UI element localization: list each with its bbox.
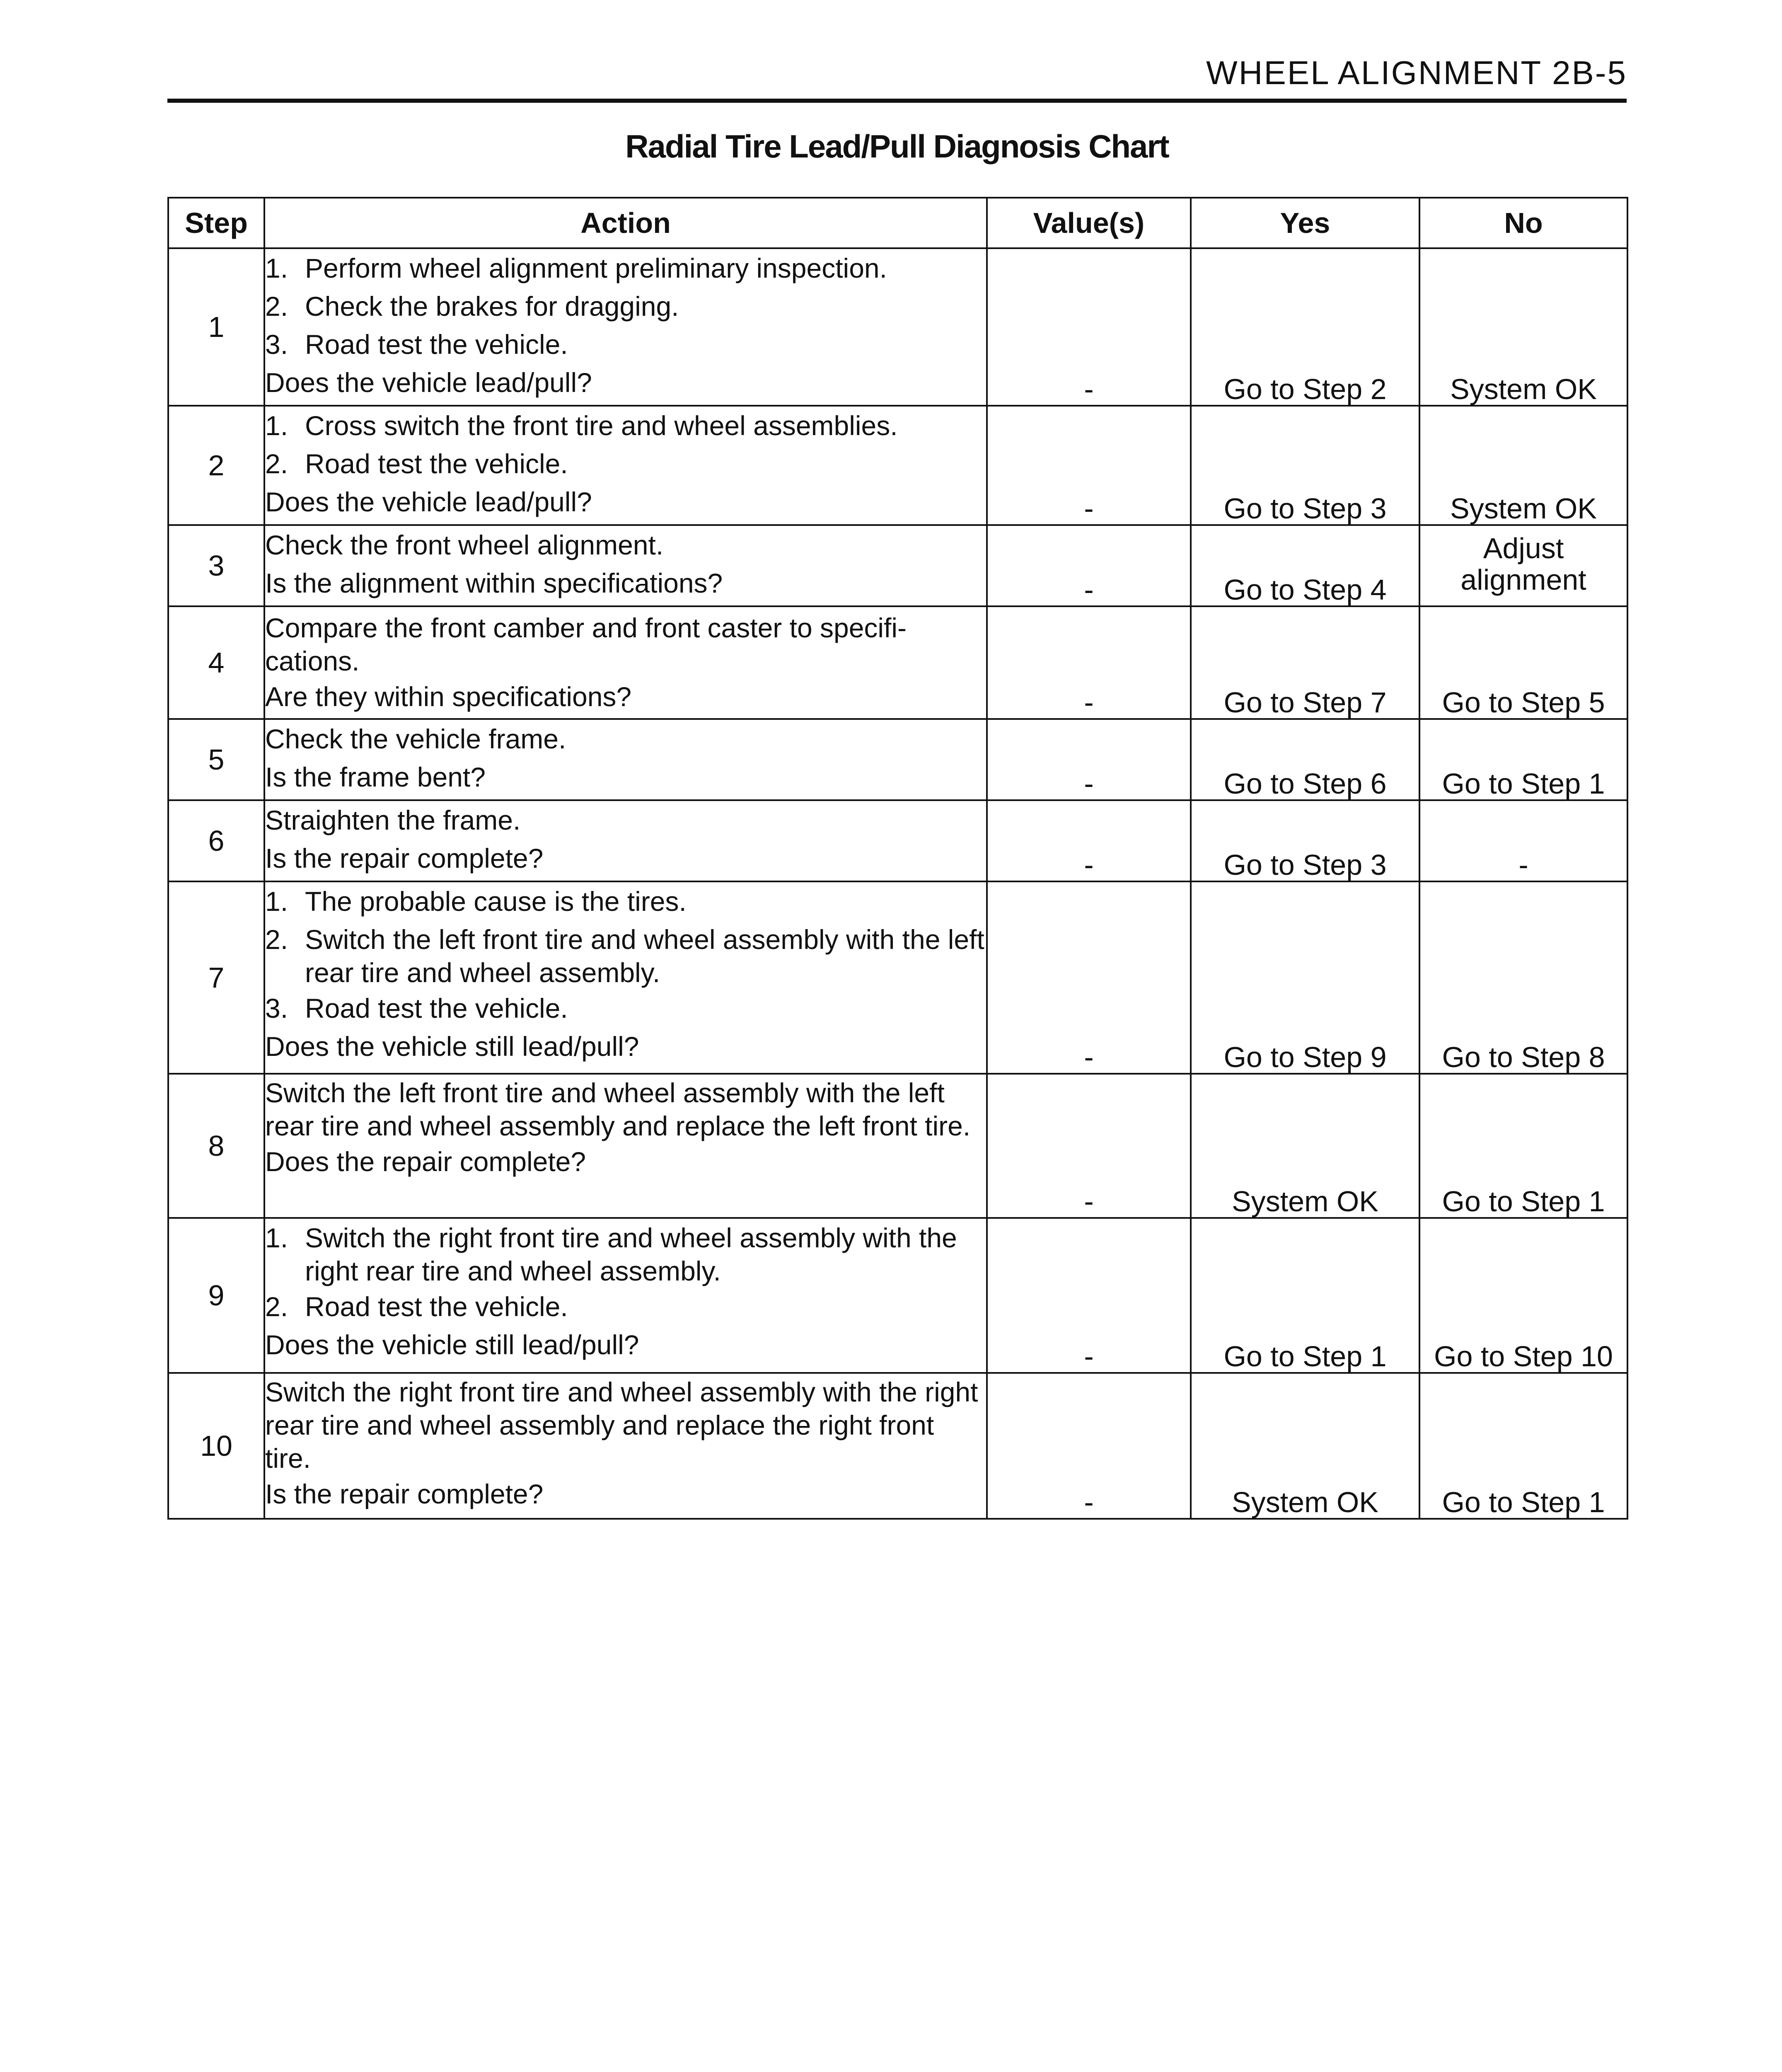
value-cell: - <box>987 406 1191 525</box>
action-question: Is the alignment within specifications? <box>265 568 723 598</box>
yes-cell: Go to Step 1 <box>1191 1218 1419 1373</box>
step-number: 6 <box>168 800 264 881</box>
value-cell: - <box>987 1373 1191 1519</box>
no-cell: System OK <box>1419 248 1627 406</box>
action-item: 3. Road test the vehicle. <box>265 993 568 1024</box>
action-cell <box>264 248 987 406</box>
action-cell <box>264 406 987 525</box>
table-header-row <box>168 198 1627 248</box>
value-cell: - <box>987 1074 1191 1218</box>
step-number: 4 <box>168 606 264 719</box>
yes-cell: Go to Step 6 <box>1191 719 1419 800</box>
action-cell <box>264 1373 987 1519</box>
yes-cell: Go to Step 2 <box>1191 248 1419 406</box>
column-header-no: No <box>1419 198 1627 248</box>
yes-cell: System OK <box>1191 1373 1419 1519</box>
action-text: Straighten the frame. <box>265 805 521 835</box>
step-number: 2 <box>168 406 264 525</box>
value-cell: - <box>987 525 1191 606</box>
no-cell: Go to Step 1 <box>1419 1074 1627 1218</box>
action-question: Does the vehicle lead/pull? <box>265 487 592 517</box>
value-cell: - <box>987 606 1191 719</box>
diagnosis-table <box>167 197 1628 1520</box>
step-number: 7 <box>168 881 264 1074</box>
action-question: Does the repair complete? <box>265 1146 586 1177</box>
table-row <box>168 719 1627 800</box>
action-question: Is the frame bent? <box>265 762 486 792</box>
yes-cell: System OK <box>1191 1074 1419 1218</box>
no-cell: Go to Step 8 <box>1419 881 1627 1074</box>
action-item: 2. Switch the left front tire and wheel assembly with the left rear tire and wheel assembly. <box>265 924 984 988</box>
action-item: 1. The probable cause is the tires. <box>265 886 687 917</box>
action-cell <box>264 525 987 606</box>
action-text: Check the front wheel alignment. <box>265 530 664 560</box>
value-cell: - <box>987 719 1191 800</box>
step-number: 1 <box>168 248 264 406</box>
action-text: Check the vehicle frame. <box>265 724 566 754</box>
step-number: 9 <box>168 1218 264 1373</box>
table-row <box>168 1218 1627 1373</box>
no-cell: - <box>1419 800 1627 881</box>
action-cell <box>264 606 987 719</box>
action-text: Switch the left front tire and wheel assembly with the left rear tire and wheel assembly and replace the left front tire. <box>265 1077 971 1141</box>
table-row <box>168 1373 1627 1519</box>
action-text: Compare the front camber and front caster to specifi- cations. <box>265 612 907 676</box>
action-item: 1. Cross switch the front tire and wheel assemblies. <box>265 410 898 441</box>
value-cell: - <box>987 800 1191 881</box>
action-item: 2. Check the brakes for dragging. <box>265 291 679 322</box>
value-cell: - <box>987 1218 1191 1373</box>
action-question: Does the vehicle still lead/pull? <box>265 1031 639 1062</box>
table-row <box>168 1074 1627 1218</box>
action-question: Are they within specifications? <box>265 681 632 712</box>
page-header-title: WHEEL ALIGNMENT 2B-5 <box>1206 54 1627 91</box>
action-cell <box>264 800 987 881</box>
action-item: 1. Switch the right front tire and wheel assembly with the right rear tire and wheel assembly. <box>265 1222 957 1286</box>
action-item: 2. Road test the vehicle. <box>265 448 568 479</box>
table-row <box>168 525 1627 606</box>
action-question: Does the vehicle still lead/pull? <box>265 1329 639 1360</box>
table-row <box>168 606 1627 719</box>
table-row <box>168 406 1627 525</box>
action-question: Is the repair complete? <box>265 843 544 874</box>
column-header-values: Value(s) <box>987 198 1191 248</box>
no-cell: Go to Step 5 <box>1419 606 1627 719</box>
no-cell: System OK <box>1419 406 1627 525</box>
no-cell: Go to Step 10 <box>1419 1218 1627 1373</box>
action-item: 1. Perform wheel alignment preliminary inspection. <box>265 253 887 283</box>
yes-cell: Go to Step 3 <box>1191 800 1419 881</box>
action-item: 2. Road test the vehicle. <box>265 1291 568 1322</box>
table-row <box>168 248 1627 406</box>
action-cell <box>264 719 987 800</box>
yes-cell: Go to Step 9 <box>1191 881 1419 1074</box>
header-rule <box>167 99 1627 103</box>
action-question: Is the repair complete? <box>265 1479 544 1509</box>
yes-cell: Go to Step 7 <box>1191 606 1419 719</box>
table-row <box>168 800 1627 881</box>
column-header-yes: Yes <box>1191 198 1419 248</box>
yes-cell: Go to Step 3 <box>1191 406 1419 525</box>
value-cell: - <box>987 248 1191 406</box>
step-number: 8 <box>168 1074 264 1218</box>
action-cell <box>264 881 987 1074</box>
column-header-step: Step <box>168 198 264 248</box>
value-cell: - <box>987 881 1191 1074</box>
action-item: 3. Road test the vehicle. <box>265 329 568 360</box>
step-number: 5 <box>168 719 264 800</box>
no-cell: Go to Step 1 <box>1419 719 1627 800</box>
table-row <box>168 881 1627 1074</box>
chart-title: Radial Tire Lead/Pull Diagnosis Chart <box>625 128 1169 165</box>
yes-cell: Go to Step 4 <box>1191 525 1419 606</box>
action-cell <box>264 1074 987 1218</box>
no-cell: Adjust alignment <box>1419 525 1627 606</box>
step-number: 10 <box>168 1373 264 1519</box>
action-cell <box>264 1218 987 1373</box>
action-text: Switch the right front tire and wheel assembly with the right rear tire and wheel assembly and replace the right front tire. <box>265 1377 978 1474</box>
column-header-action: Action <box>264 198 987 248</box>
no-cell: Go to Step 1 <box>1419 1373 1627 1519</box>
action-question: Does the vehicle lead/pull? <box>265 367 592 398</box>
step-number: 3 <box>168 525 264 606</box>
